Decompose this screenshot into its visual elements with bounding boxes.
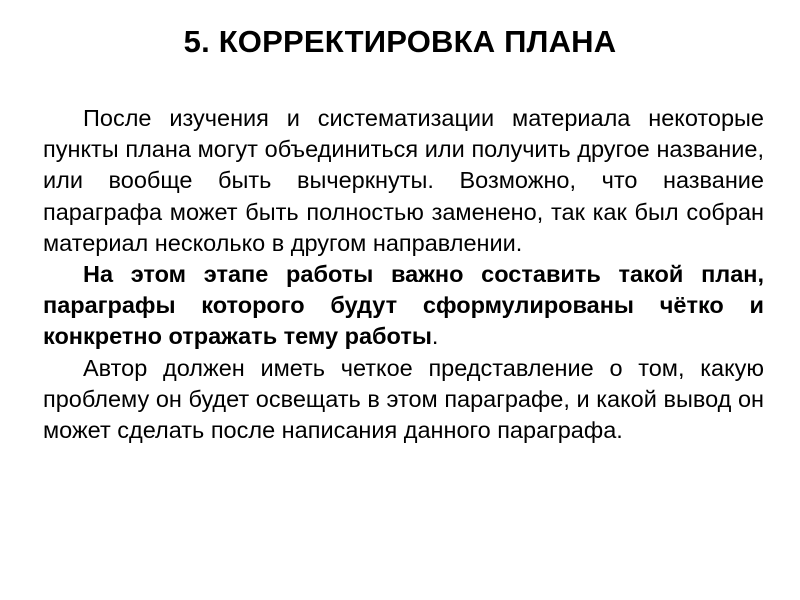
emphasized-text: На этом этапе работы важно составить такой план, параграфы которого будут сформулированы чётко и конкретно отражать тему работы <box>43 261 764 350</box>
paragraph-end-punctuation: . <box>431 323 439 350</box>
paragraph-author-understanding: Автор должен иметь четкое представление о том, какую проблему он будет освещать в этом параграфе, и какой вывод он может сделать после написания данного параграфа. <box>43 354 764 444</box>
slide-body <box>43 103 764 446</box>
slide-title: 5. КОРРЕКТИРОВКА ПЛАНА <box>183 24 617 59</box>
paragraph-revision-intro: После изучения и систематизации материала некоторые пункты плана могут объединиться или получить другое название, или вообще быть вычеркнуты. Возможно, что название параграфа может быть полностью заменено, так как был собран материал несколько в другом направлении. <box>43 105 764 256</box>
paragraph-key-requirement <box>43 259 764 353</box>
